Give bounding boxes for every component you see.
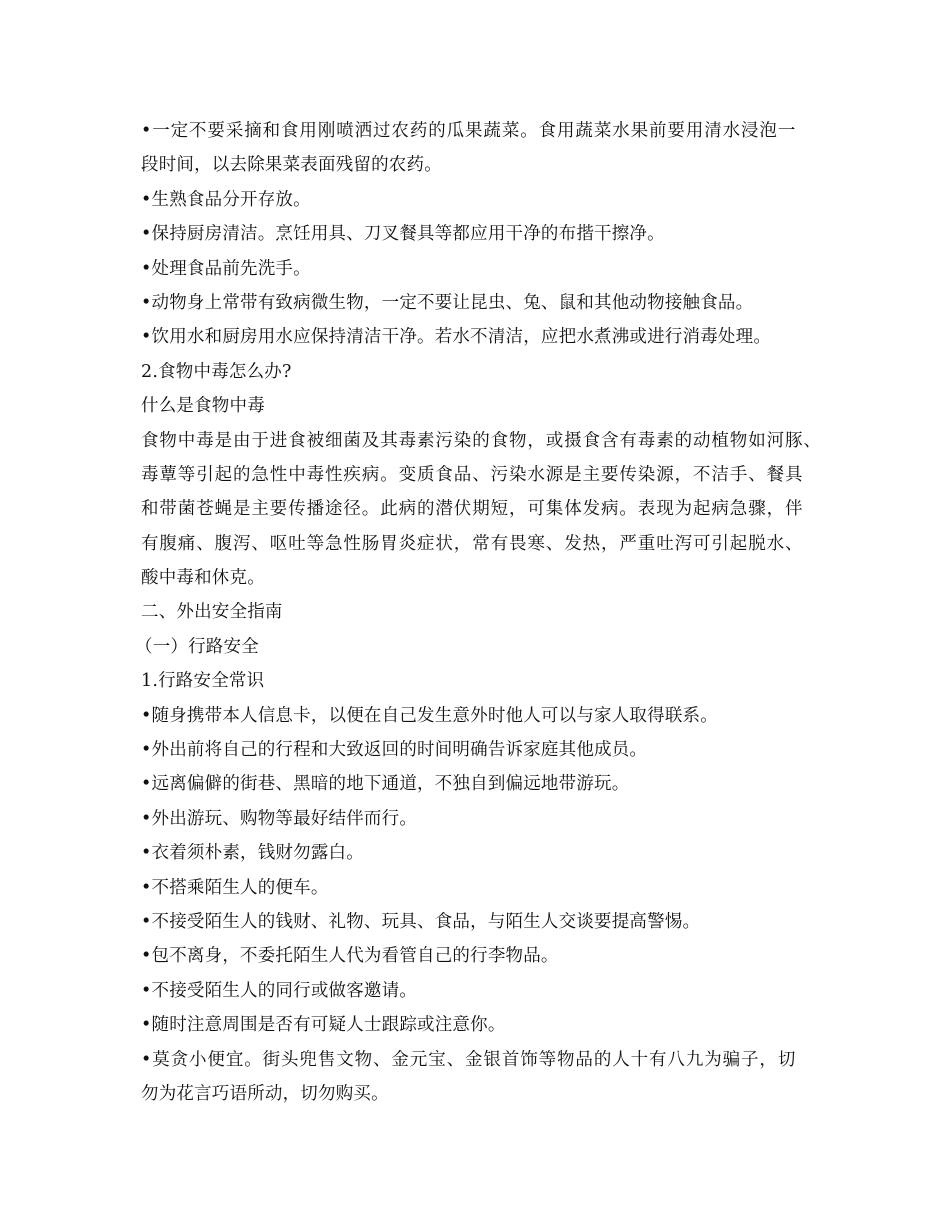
bullet-go-together: •外出游玩、购物等最好结伴而行。 [141, 808, 418, 829]
document-body [135, 114, 841, 1111]
bullet-wash-hands: •处理食品前先洗手。 [141, 258, 311, 279]
subheading-what-is-food-poisoning: 什么是食物中毒 [141, 396, 265, 417]
paragraph-food-poisoning-line-4: 有腹痛、腹泻、呕吐等急性肠胃炎症状，常有畏寒、发热，严重吐泻可引起脱水、 [141, 533, 804, 554]
bullet-kitchen-clean: •保持厨房清洁。烹饪用具、刀叉餐具等都应用干净的布揩干擦净。 [141, 224, 665, 245]
heading-food-poisoning: 2.食物中毒怎么办? [141, 361, 292, 382]
bullet-watch-surroundings: •随时注意周围是否有可疑人士跟踪或注意你。 [141, 1015, 506, 1036]
heading-road-safety-tips: 1.行路安全常识 [141, 671, 265, 692]
paragraph-food-poisoning-line-1: 食物中毒是由于进食被细菌及其毒素污染的食物，或摄食含有毒素的动植物如河豚、 [141, 430, 822, 451]
bullet-dress-plain: •衣着须朴素，钱财勿露白。 [141, 843, 364, 864]
bullet-keep-bag: •包不离身，不委托陌生人代为看管自己的行李物品。 [141, 946, 559, 967]
bullet-animals: •动物身上常带有致病微生物，一定不要让昆虫、兔、鼠和其他动物接触食品。 [141, 292, 754, 313]
bullet-no-stranger-gifts: •不接受陌生人的钱财、礼物、玩具、食品，与陌生人交谈要提高警惕。 [141, 911, 701, 932]
bullet-tell-family: •外出前将自己的行程和大致返回的时间明确告诉家庭其他成员。 [141, 740, 648, 761]
bullet-avoid-remote: •远离偏僻的街巷、黑暗的地下通道，不独自到偏远地带游玩。 [141, 774, 630, 795]
bullet-pesticide-line-2: 段时间，以去除果菜表面残留的农药。 [141, 155, 442, 176]
paragraph-food-poisoning-line-3: 和带菌苍蝇是主要传播途径。此病的潜伏期短，可集体发病。表现为起病急骤，伴 [141, 499, 804, 520]
bullet-info-card: •随身携带本人信息卡，以便在自己发生意外时他人可以与家人取得联系。 [141, 705, 718, 726]
bullet-no-petty-gain-line-2: 勿为花言巧语所动，切勿购买。 [141, 1083, 389, 1104]
paragraph-food-poisoning-line-2: 毒蕈等引起的急性中毒性疾病。变质食品、污染水源是主要传染源，不洁手、餐具 [141, 464, 804, 485]
bullet-water: •饮用水和厨房用水应保持清洁干净。若水不清洁，应把水煮沸或进行消毒处理。 [141, 327, 772, 348]
bullet-no-petty-gain-line-1: •莫贪小便宜。街头兜售文物、金元宝、金银首饰等物品的人十有八九为骗子，切 [141, 1049, 797, 1070]
paragraph-food-poisoning-line-5: 酸中毒和休克。 [141, 568, 265, 589]
section-heading-outing-safety: 二、外出安全指南 [141, 602, 283, 623]
bullet-no-invitations: •不接受陌生人的同行或做客邀请。 [141, 980, 418, 1001]
subsection-heading-road-safety: （一）行路安全 [135, 636, 259, 657]
bullet-no-stranger-ride: •不搭乘陌生人的便车。 [141, 877, 329, 898]
bullet-pesticide-line-1: •一定不要采摘和食用刚喷洒过农药的瓜果蔬菜。食用蔬菜水果前要用清水浸泡一 [141, 121, 797, 141]
bullet-raw-cooked: •生熟食品分开存放。 [141, 189, 311, 210]
